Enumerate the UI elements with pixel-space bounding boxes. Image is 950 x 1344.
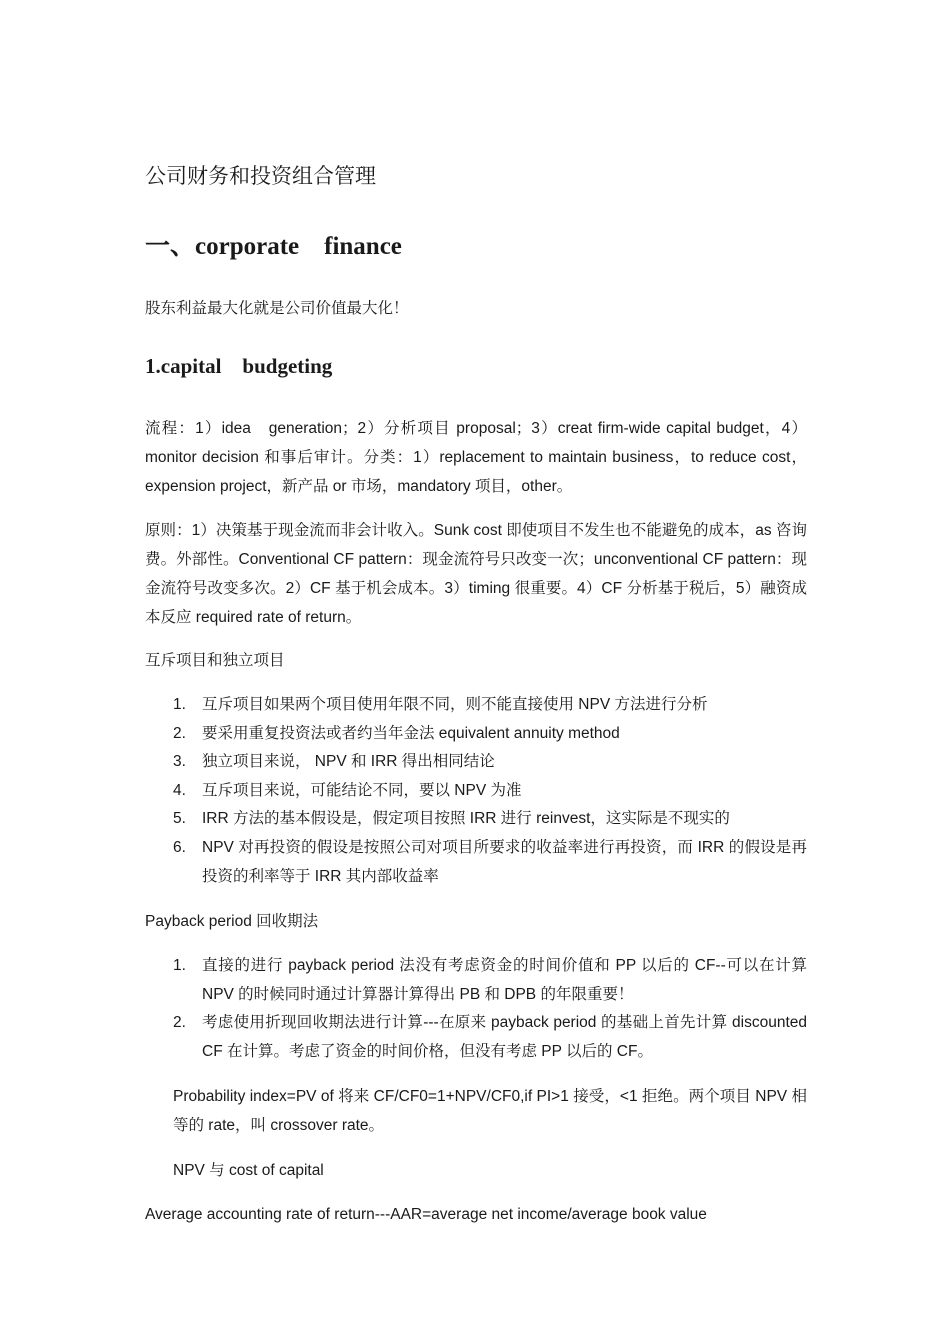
process-paragraph: 流程：1）idea generation；2）分析项目 proposal；3）creat firm-wide capital budget，4）monitor decision 和事后审计。分类：1）replacement to maintain business，to reduce cost，expension project，新产品 or 市场，mandatory 项目，other。 — [145, 420, 807, 495]
list-number: 2. — [173, 1014, 186, 1032]
list-item — [145, 720, 807, 749]
list-text: NPV 对再投资的假设是按照公司对项目所要求的收益率进行再投资，而 IRR 的假设是再投资的利率等于 IRR 其内部收益率 — [202, 838, 807, 885]
payback-list — [145, 952, 807, 1066]
list-item — [145, 691, 807, 720]
list-number: 5. — [173, 810, 186, 828]
list-item — [145, 805, 807, 834]
list-number: 1. — [173, 957, 186, 974]
list-text: 独立项目来说， NPV 和 IRR 得出相同结论 — [202, 753, 495, 771]
mutex-heading: 互斥项目和独立项目 — [145, 652, 285, 669]
list-text: 考虑使用折现回收期法进行计算---在原来 payback period 的基础上首先计算 discounted CF 在计算。考虑了资金的时间价格，但没有考虑 PP 以后的 CF。 — [202, 1014, 807, 1060]
document-title: 公司财务和投资组合管理 — [145, 164, 376, 188]
list-item — [145, 834, 807, 891]
list-text: 互斥项目来说，可能结论不同，要以 NPV 为准 — [202, 781, 522, 799]
mutex-list — [145, 691, 807, 891]
list-text: 要采用重复投资法或者约当年金法 equivalent annuity method — [202, 724, 620, 742]
list-item — [145, 952, 807, 1009]
payback-heading: Payback period 回收期法 — [145, 913, 319, 930]
list-number: 1. — [173, 696, 186, 713]
section-heading-corporate-finance: 一、corporate finance — [145, 233, 402, 260]
list-number: 6. — [173, 838, 186, 856]
principles-paragraph: 原则：1）决策基于现金流而非会计收入。Sunk cost 即使项目不发生也不能避免的成本，as 咨询费。外部性。Conventional CF pattern：现金流符号只改变一次；unconventional CF pattern：现金流符号改变多次。2）CF 基于机会成本。3）timing 很重要。4）CF 分析基于税后，5）融资成本反应 required rate of return。 — [145, 522, 807, 626]
npv-cost-of-capital-line: NPV 与 cost of capital — [173, 1162, 324, 1179]
list-number: 3. — [173, 753, 186, 771]
intro-paragraph: 股东利益最大化就是公司价值最大化！ — [145, 300, 409, 317]
subsection-heading-capital-budgeting: 1.capital budgeting — [145, 354, 333, 378]
aar-line: Average accounting rate of return---AAR=average net income/average book value — [145, 1206, 707, 1223]
list-item — [145, 1009, 807, 1066]
list-text: 互斥项目如果两个项目使用年限不同，则不能直接使用 NPV 方法进行分析 — [202, 696, 708, 713]
list-text: IRR 方法的基本假设是，假定项目按照 IRR 进行 reinvest，这实际是不现实的 — [202, 810, 730, 828]
list-item — [145, 777, 807, 806]
list-item — [145, 748, 807, 777]
probability-index-paragraph: Probability index=PV of 将来 CF/CF0=1+NPV/CF0,if PI>1 接受，<1 拒绝。两个项目 NPV 相等的 rate，叫 crossover rate。 — [173, 1088, 807, 1134]
list-text: 直接的进行 payback period 法没有考虑资金的时间价值和 PP 以后的 CF--可以在计算 NPV 的时候同时通过计算器计算得出 PB 和 DPB 的年限重要！ — [202, 957, 807, 1003]
list-number: 4. — [173, 781, 186, 799]
list-number: 2. — [173, 724, 186, 742]
